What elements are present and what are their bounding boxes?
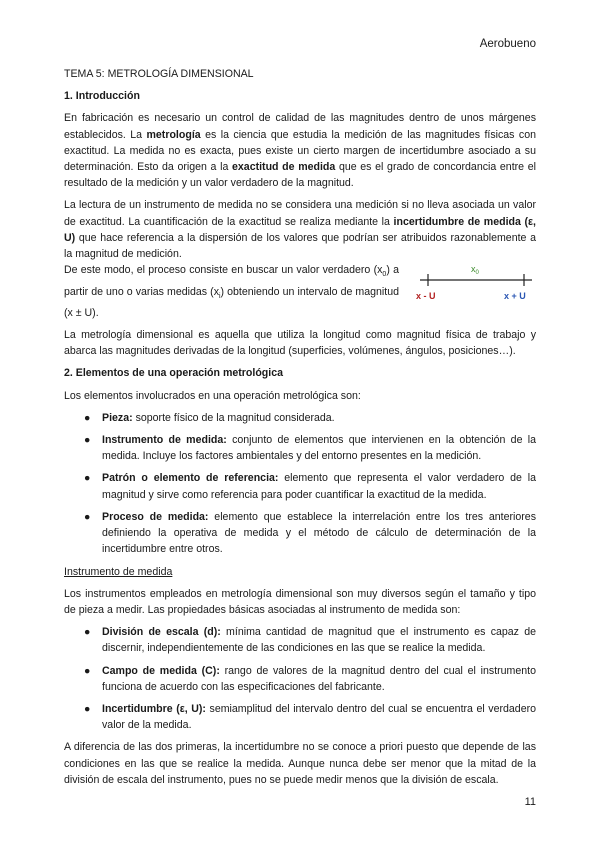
list-item: [64, 663, 536, 695]
subscript-i: i: [218, 292, 221, 300]
text-run: De este modo, el proceso consiste en buscar un valor verdadero (: [64, 264, 378, 277]
list-term: Pieza:: [102, 411, 133, 424]
center-label-x: x: [471, 264, 476, 275]
elements-list: [64, 410, 536, 558]
measure-block: [64, 262, 536, 321]
term-incertidumbre: incertidumbre de medida (ε, U): [64, 215, 536, 244]
text-run: que es el grado de concordancia entre el resultado de la medición y un valor verdadero de la magnitud.: [64, 161, 536, 190]
list-item: [64, 701, 536, 733]
list-term: Instrumento de medida:: [102, 434, 227, 447]
document-body: [64, 66, 536, 794]
center-label-sub: 0: [475, 270, 479, 277]
bullet-icon: ●: [84, 510, 91, 523]
text-run: es la ciencia que estudia la medición de las magnitudes físicas con exactitud. La medida no es exacta, pues existe un cierto margen de incertidumbre asociado a su determinación. Esto da origen a la: [64, 128, 536, 174]
paragraph-proceso: [64, 262, 399, 321]
list-text: conjunto de elementos que intervienen en la obtención de la medida. Incluye los factores ambientales y del entorno presentes en la medición.: [102, 434, 537, 463]
list-text: elemento que establece la interrelación entre los tres anteriores definiendo la operativa de medida y el método de cálculo de determinación de la incertidumbre entre otros.: [102, 510, 537, 556]
list-text: elemento que representa el valor verdadero de la magnitud y sirve como referencia para poder cuantificar la exactitud de la medida.: [102, 472, 537, 501]
bullet-icon: ●: [84, 472, 91, 485]
term-exactitud: exactitud de medida: [232, 161, 336, 174]
list-term: División de escala (d):: [102, 626, 221, 639]
diagram-left-label: x - U: [416, 291, 436, 302]
interval-diagram: [416, 262, 536, 310]
text-run: ) a partir de uno o varias medidas (: [64, 264, 399, 298]
properties-list: [64, 624, 536, 733]
text-run: La lectura de un instrumento de medida no se considera una medición si no lleva asociada un valor de exactitud. La cuantificación de la exactitud se realiza mediante la: [64, 199, 536, 228]
list-text: soporte físico de la magnitud considerada.: [132, 411, 335, 424]
list-item: [64, 410, 536, 426]
text-run: que hace referencia a la dispersión de los valores que podrían ser atribuidos razonablemente a la magnitud de medición.: [64, 231, 536, 261]
header-author: Aerobueno: [479, 38, 536, 50]
chapter-title: TEMA 5: METROLOGÍA DIMENSIONAL: [64, 68, 254, 80]
paragraph-elementos: Los elementos involucrados en una operación metrológica son:: [64, 389, 361, 402]
text-run: ) obteniendo un intervalo de magnitud (x ± U).: [64, 285, 399, 319]
diagram-right-label: x + U: [504, 291, 526, 302]
list-term: Proceso de medida:: [102, 510, 209, 523]
list-text: mínima cantidad de magnitud que el instrumento es capaz de discernir, independientemente de las condiciones en las que se realice la medida.: [102, 626, 536, 655]
list-text: rango de valores de la magnitud dentro del cual el instrumento funciona de acuerdo con las especificaciones del fabricante.: [102, 664, 537, 693]
subscript-0: 0: [382, 271, 387, 279]
symbol-x: x: [213, 285, 219, 298]
bullet-icon: ●: [84, 434, 91, 447]
term-metrologia: metrología: [146, 128, 201, 141]
diagram-center-label: [471, 264, 480, 276]
list-item: [64, 432, 536, 464]
symbol-x: x: [377, 264, 383, 277]
list-term: Incertidumbre (ε, U):: [102, 702, 206, 715]
list-term: Patrón o elemento de referencia:: [102, 472, 279, 485]
paragraph-instrumentos: Los instrumentos empleados en metrología dimensional son muy diversos según el tamaño y tipo de pieza a medir. Las propiedades básicas asociadas al instrumento de medida son:: [64, 587, 536, 616]
page-number: 11: [524, 796, 536, 808]
list-item: [64, 624, 536, 656]
bullet-icon: ●: [84, 702, 91, 715]
list-term: Campo de medida (C):: [102, 664, 220, 677]
subsection-title: [64, 564, 536, 580]
list-item: [64, 470, 536, 502]
list-text: semiamplitud del intervalo dentro del cual se encuentra el verdadero valor de la medida.: [102, 702, 536, 732]
paragraph-intro: [64, 110, 536, 191]
subsection-title-text: Instrumento de medida: [64, 565, 173, 578]
paragraph-incertidumbre: [64, 197, 536, 262]
bullet-icon: ●: [84, 664, 91, 677]
text-run: En fabricación es necesario un control de calidad de las magnitudes dentro de unos márgenes establecidos. La: [64, 112, 536, 141]
list-item: [64, 509, 536, 558]
paragraph-conclusion: A diferencia de las dos primeras, la incertidumbre no se conoce a priori puesto que depende de las condiciones en las que se realice la medida. Aunque nunca debe ser menor que la mitad de la división de escala del instrumento, pues no se puede medir menos que la división de escala.: [64, 741, 536, 786]
section-2-title: 2. Elementos de una operación metrológica: [64, 367, 283, 380]
section-1-title: 1. Introducción: [64, 90, 140, 103]
bullet-icon: ●: [84, 626, 91, 639]
bullet-icon: ●: [84, 411, 91, 424]
paragraph-metrologia-dimensional: La metrología dimensional es aquella que utiliza la longitud como magnitud física de trabajo y abarca las magnitudes derivadas de la longitud (superficies, volúmenes, ángulos, posiciones…).: [64, 329, 536, 358]
